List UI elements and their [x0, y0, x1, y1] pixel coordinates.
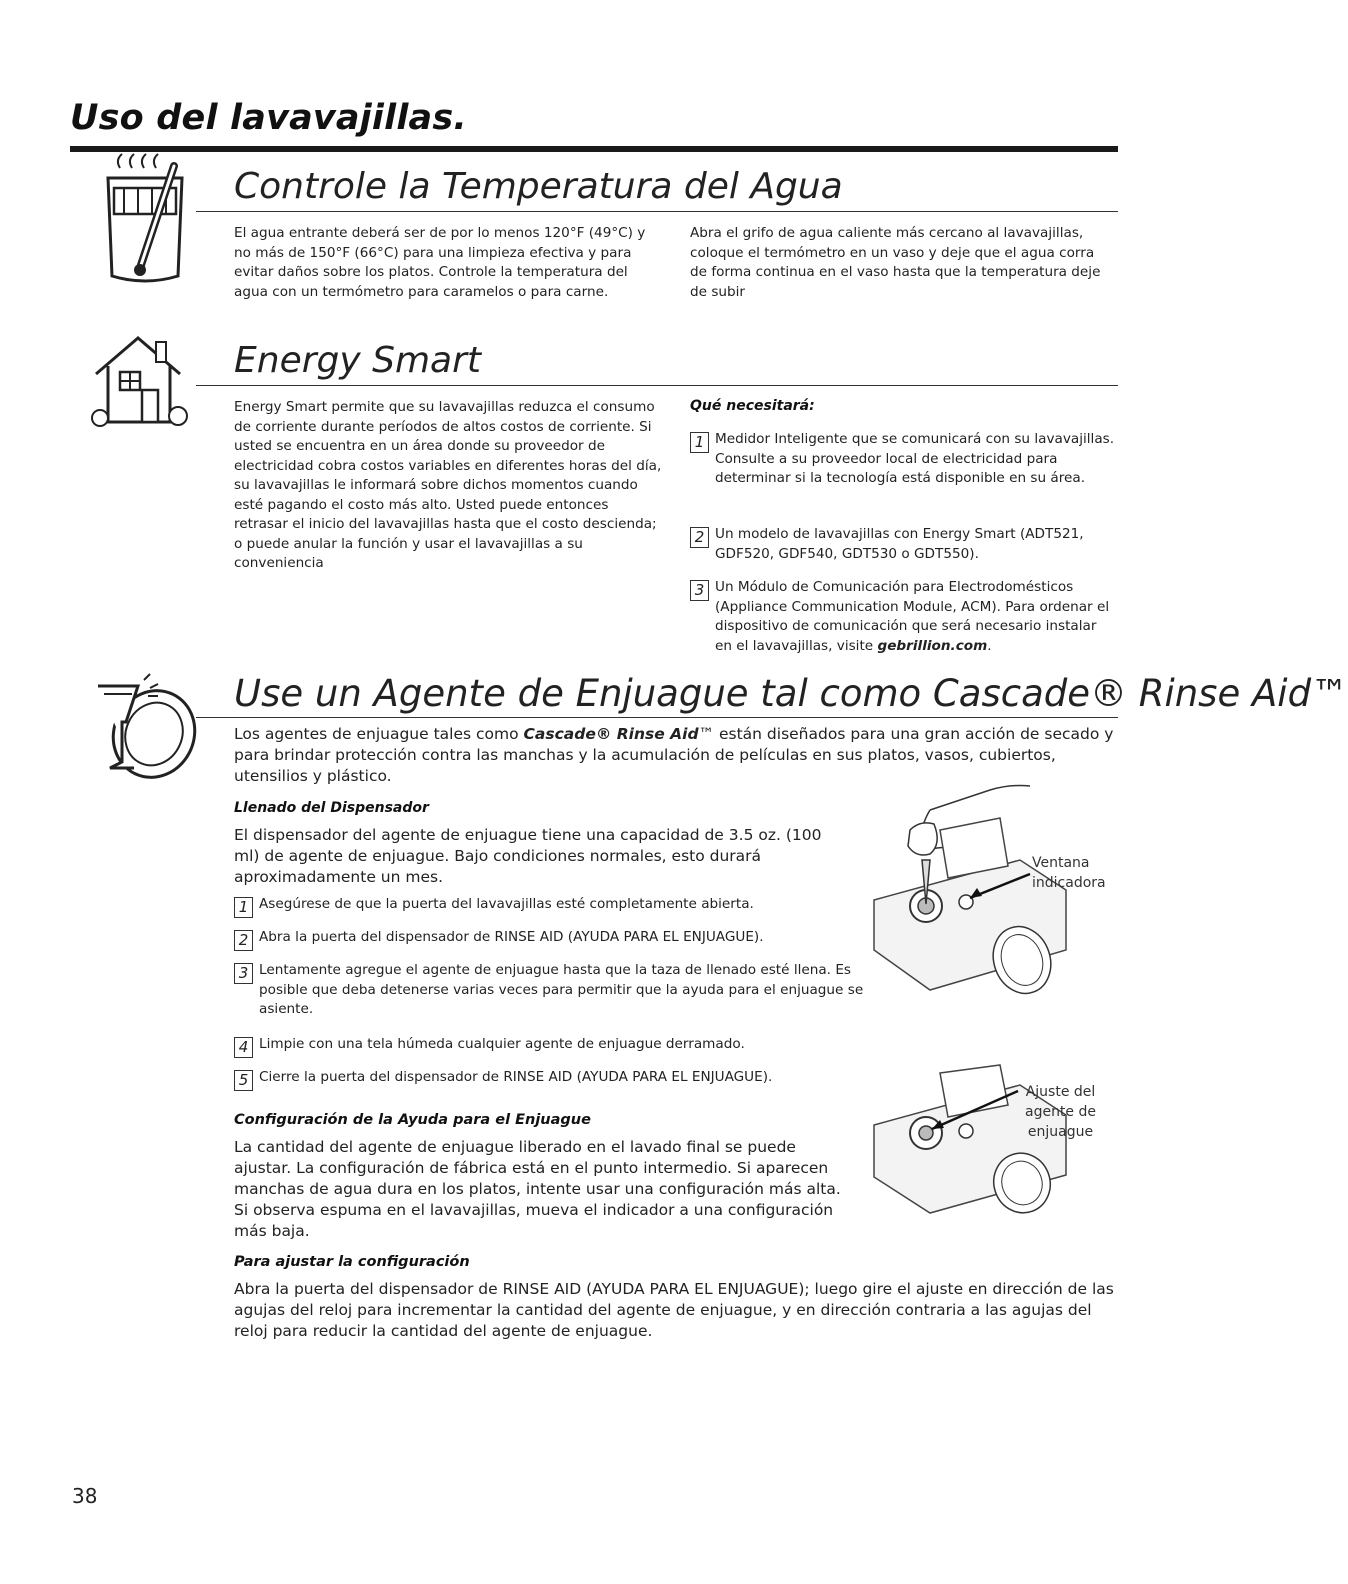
water-temp-text-col2: Abra el grifo de agua caliente más cercano al lavavajillas, coloque el termómetro en un vaso y deje que el agua corra de forma continua en el vaso hasta que la temperatura deje de subir [690, 225, 1101, 300]
glass-and-plate-icon [88, 672, 198, 784]
adjust-text: Abra la puerta del dispensador de RINSE AID (AYUDA PARA EL ENJUAGUE); luego gire el ajuste en dirección de las agujas del reloj para incrementar la cantidad del agente de enjuague, y en dirección contraria a las agujas del reloj para reducir la cantidad del agente de enjuague. [234, 1280, 1114, 1340]
water-temp-text-col1: El agua entrante deberá ser de por lo menos 120°F (49°C) y no más de 150°F (66°C) para una limpieza efectiva y para evitar daños sobre los platos. Controle la temperatura del agua con un termómetro para caramelos o para carne. [234, 225, 646, 300]
rinse-step-3 [234, 961, 864, 1020]
adjust-heading: Para ajustar la configuración [234, 1254, 470, 1270]
energy-smart-needs-heading: Qué necesitará: [690, 398, 815, 414]
energy-smart-title: Energy Smart [234, 340, 482, 381]
need-text: Un Módulo de Comunicación para Electrodomésticos (Appliance Communication Module, ACM). Para ordenar el dispositivo de comunicación que será necesario instalar en el lavavajillas, visite gebrillion.com. [715, 579, 1110, 654]
rinse-step-5 [234, 1068, 854, 1091]
fill-dispenser-text: El dispensador del agente de enjuague tiene una capacidad de 3.5 oz. (100 ml) de agente de enjuague. Bajo condiciones normales, esto durará aproximadamente un mes. [234, 826, 822, 886]
step-text: Asegúrese de que la puerta del lavavajillas esté completamente abierta. [259, 896, 754, 912]
title-divider [70, 146, 1118, 152]
setting-heading: Configuración de la Ayuda para el Enjuague [234, 1112, 591, 1128]
rinse-step-2 [234, 928, 854, 951]
house-icon [86, 330, 190, 430]
rinse-step-1 [234, 895, 854, 918]
rinse-aid-divider [196, 717, 1118, 718]
energy-smart-description: Energy Smart permite que su lavavajillas reduzca el consumo de corriente durante períodos de altos costos de corriente. Si usted se encuentra en un área donde su proveedor de electricidad cobra costos variables en diferentes horas del día, su lavavajillas le informará sobre dichos momentos cuando esté pagando el costo más alto. Usted puede entonces retrasar el inicio del lavavajillas hasta que el costo descienda; o puede anular la función y usar el lavavajillas a su conveniencia [234, 399, 662, 571]
rinse-aid-title: Use un Agente de Enjuague tal como Cascade® Rinse Aid™ [234, 672, 1348, 715]
need-text: Medidor Inteligente que se comunicará con su lavavajillas. Consulte a su proveedor local de electricidad para determinar si la tecnología está disponible en su área. [715, 431, 1115, 486]
rinse-aid-adjuster-label: Ajuste del agente de enjuague [1024, 1084, 1096, 1140]
step-number: 5 [234, 1070, 253, 1091]
page-title: Uso del lavavajillas. [70, 98, 467, 138]
water-temp-title: Controle la Temperatura del Agua [234, 166, 843, 207]
step-text: Cierre la puerta del dispensador de RINSE AID (AYUDA PARA EL ENJUAGUE). [259, 1069, 773, 1085]
page-number: 38 [72, 1484, 98, 1508]
step-number: 3 [234, 963, 253, 984]
step-number: 3 [690, 580, 709, 601]
water-temp-divider [196, 211, 1118, 212]
step-number: 1 [690, 432, 709, 453]
energy-need-item-3 [690, 578, 1115, 656]
energy-need-item-2 [690, 525, 1115, 564]
step-number: 4 [234, 1037, 253, 1058]
need-text: Un modelo de lavavajillas con Energy Smart (ADT521, GDF520, GDF540, GDT530 o GDT550). [715, 526, 1084, 562]
step-text: Limpie con una tela húmeda cualquier agente de enjuague derramado. [259, 1036, 745, 1052]
energy-smart-divider [196, 385, 1118, 386]
fill-dispenser-heading: Llenado del Dispensador [234, 800, 429, 816]
step-number: 2 [234, 930, 253, 951]
step-text: Abra la puerta del dispensador de RINSE AID (AYUDA PARA EL ENJUAGUE). [259, 929, 764, 945]
rinse-aid-intro: Los agentes de enjuague tales como Cascade® Rinse Aid™ están diseñados para una gran acción de secado y para brindar protección contra las manchas y la acumulación de películas en sus platos, vasos, cubiertos, utensilios y plástico. [234, 725, 1114, 785]
step-number: 1 [234, 897, 253, 918]
gebrillion-link[interactable]: gebrillion.com [877, 637, 988, 654]
thermometer-glass-icon [100, 158, 190, 288]
step-number: 2 [690, 527, 709, 548]
indicator-window-label: Ventana indicadora [1032, 855, 1106, 891]
energy-need-item-1 [690, 430, 1115, 489]
setting-text: La cantidad del agente de enjuague liberado en el lavado final se puede ajustar. La configuración de fábrica está en el punto intermedio. Si aparecen manchas de agua dura en los platos, intente usar una configuración más alta. Si observa espuma en el lavavajillas, mueva el indicador a una configuración más baja. [234, 1138, 841, 1240]
rinse-step-4 [234, 1035, 854, 1058]
step-text: Lentamente agregue el agente de enjuague hasta que la taza de llenado esté llena. Es posible que deba detenerse varias veces para permitir que la ayuda para el enjuague se asiente. [259, 962, 864, 1017]
